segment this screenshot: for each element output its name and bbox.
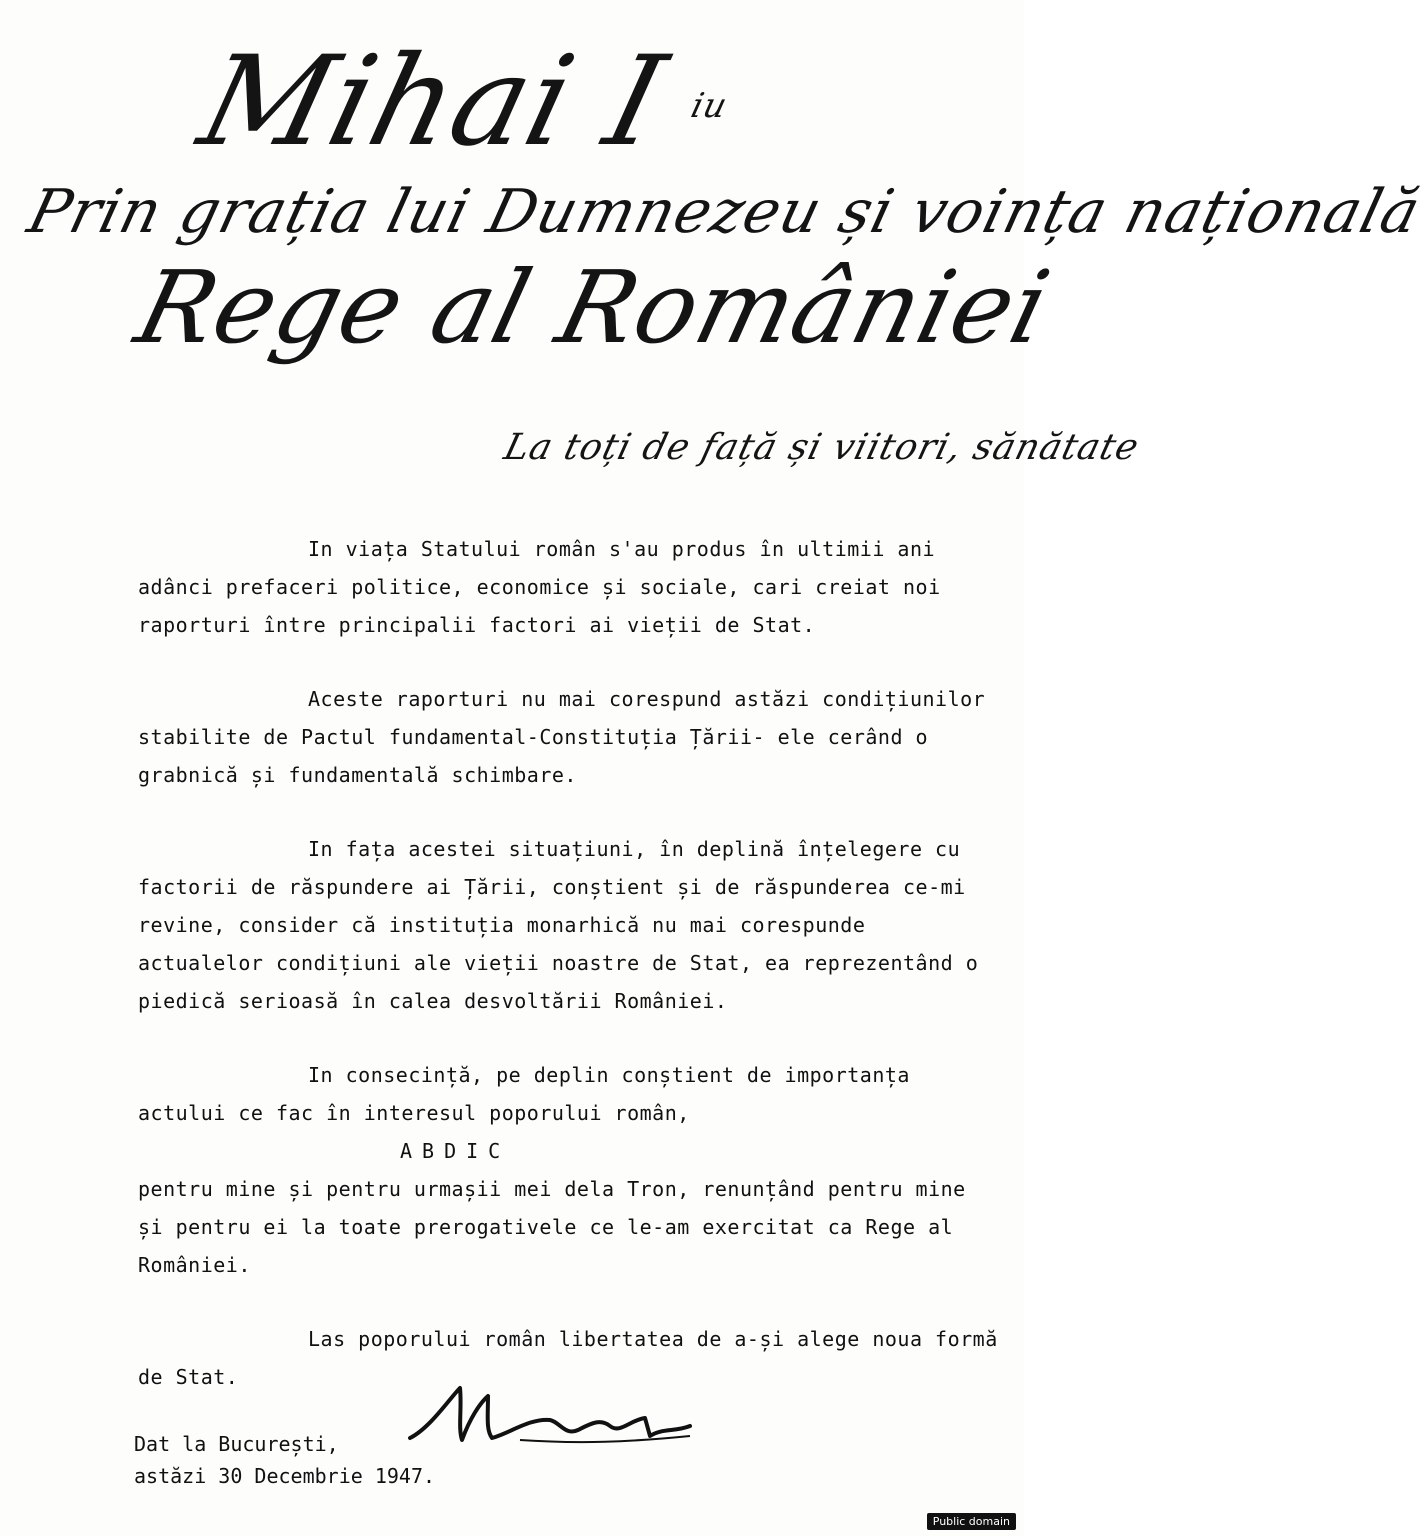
header-king-line: Rege al României <box>125 249 1062 366</box>
header-name-superscript: iu <box>687 86 732 126</box>
date-block <box>134 1428 435 1492</box>
header-name: Mihai I <box>187 30 679 174</box>
signature-mark <box>400 1378 700 1468</box>
date-line-2: astăzi 30 Decembrie 1947. <box>134 1464 436 1488</box>
paragraph-4: In consecință, pe deplin conștient de importanța actului ce fac în interesul poporului român, <box>138 1063 923 1125</box>
paragraph-1: In viața Statului român s'au produs în ultimii ani adânci prefaceri politice, economice și sociale, cari creiat noi raporturi între principalii factori ai vieții de Stat. <box>138 537 954 637</box>
abdic-word: ABDIC <box>400 1139 511 1163</box>
paragraph-5: pentru mine și pentru urmașii mei dela Tron, renunțând pentru mine și pentru ei la toate prerogativele ce le-am exercitat ca Rege al României. <box>138 1177 979 1277</box>
date-line-1: Dat la București, <box>134 1432 339 1456</box>
header-title-line: Prin grația lui Dumnezeu și voința națională <box>21 177 1428 247</box>
public-domain-badge: Public domain <box>927 1513 1016 1530</box>
paragraph-3: In fața acestei situațiuni, în deplină înțelegere cu factorii de răspundere ai Țării, conștient și de răspunderea ce-mi revine, consider că instituția monarhică nu mai corespunde actualelor condițiuni ale vieții noastre de Stat, ea reprezentând o piedică serioasă în calea desvoltării României. <box>138 837 991 1013</box>
decree-body <box>138 530 1011 1432</box>
paragraph-6: Las poporului român libertatea de a-și alege noua formă de Stat. <box>138 1327 1011 1389</box>
paragraph-2: Aceste raporturi nu mai corespund astăzi condițiunilor stabilite de Pactul fundamental-Constituția Țării- ele cerând o grabnică și fundamentală schimbare. <box>138 687 998 787</box>
greeting: La toți de față și viitori, sănătate <box>500 427 1144 468</box>
